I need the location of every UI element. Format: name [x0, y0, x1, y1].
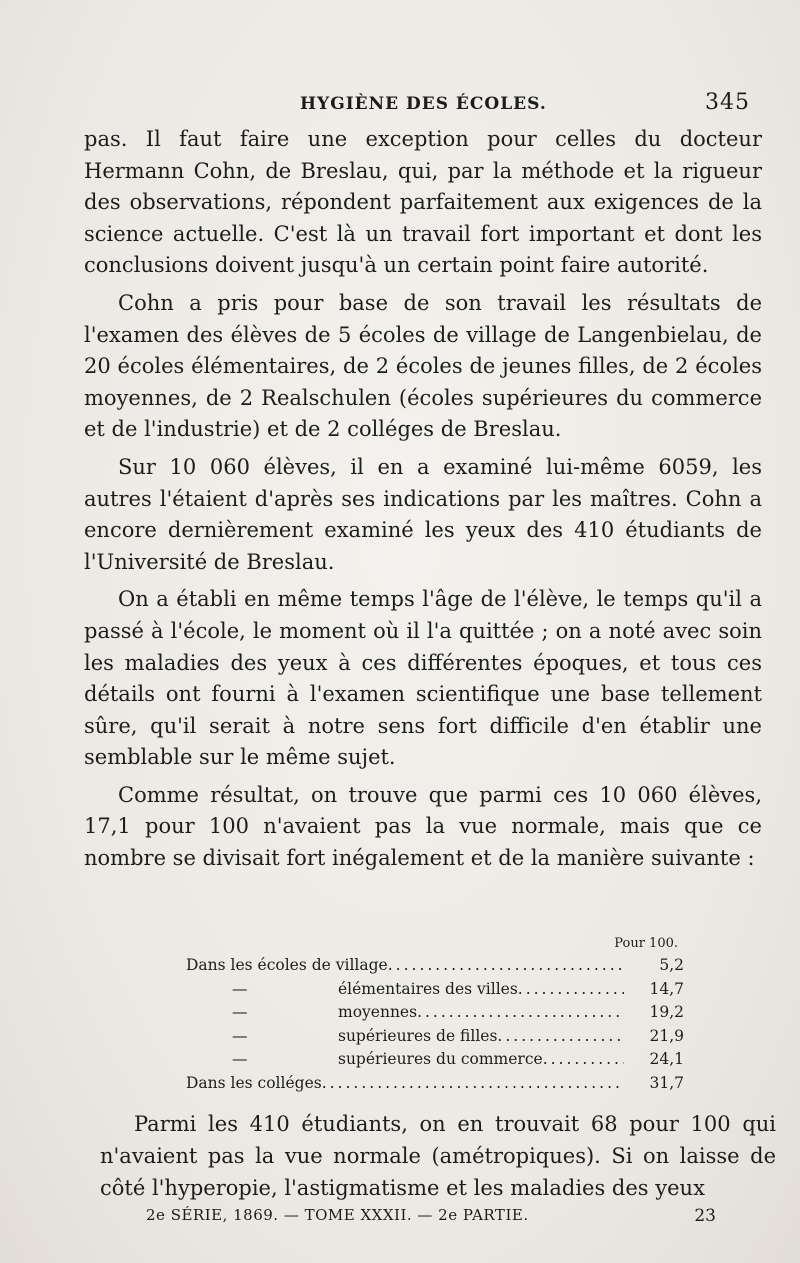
table-row [186, 1072, 684, 1096]
paragraph: Parmi les 410 étudiants, on en trouvait 68 pour 100 qui n'avaient pas la vue normale (amétropiques). Si on laisse de côté l'hyperopie, l'astigmatisme et les maladies des yeux [100, 1112, 776, 1200]
row-label: Dans les écoles de village [186, 956, 388, 974]
signature-mark: 2e SÉRIE, 1869. — TOME XXXII. — 2e PARTIE. [146, 1206, 529, 1224]
ditto-dash: — [232, 1026, 248, 1045]
paragraph: pas. Il faut faire une exception pour celles du docteur Hermann Cohn, de Breslau, qui, par la méthode et la rigueur des observations, répondent parfaitement aux exigences de la science actuelle. C'est là un travail fort important et dont les conclusions doivent jusqu'à un certain point faire autorité. [84, 127, 762, 278]
paragraph: On a établi en même temps l'âge de l'élève, le temps qu'il a passé à l'école, le moment où il l'a quittée ; on a noté avec soin les maladies des yeux à ces différentes époques, et tous ces détails ont fourni à l'examen scientifique une base tellement sûre, qu'il serait à notre sens fort difficile d'en établir une semblable sur le même sujet. [84, 587, 762, 770]
row-label: supérieures du commerce [338, 1050, 543, 1069]
ditto-dash: — [232, 1003, 248, 1022]
row-value: 31,7 [649, 1073, 684, 1092]
table-row [186, 1001, 684, 1025]
table-unit-header: Pour 100. [614, 936, 678, 951]
row-value: 14,7 [649, 979, 684, 998]
leader-dots [322, 1072, 624, 1096]
ditto-dash: — [232, 1050, 248, 1069]
row-value: 24,1 [649, 1050, 684, 1069]
leader-dots [497, 1025, 624, 1049]
statistics-table [186, 934, 684, 1096]
page-number: 345 [705, 90, 750, 115]
row-value: 5,2 [659, 956, 684, 974]
row-value: 21,9 [649, 1026, 684, 1045]
table-row [186, 954, 684, 978]
continuation-text [100, 1108, 776, 1204]
row-label: moyennes [338, 1003, 418, 1022]
table-row [186, 1025, 684, 1049]
ditto-dash: — [232, 979, 248, 998]
leader-dots [518, 978, 624, 1002]
leader-dots [388, 954, 624, 978]
running-header [80, 90, 760, 120]
table-row [186, 1048, 684, 1072]
table-row [186, 978, 684, 1002]
paragraph: Sur 10 060 élèves, il en a examiné lui-même 6059, les autres l'étaient d'après ses indications par les maîtres. Cohn a encore dernièrement examiné les yeux des 410 étudiants de l'Université de Breslau. [84, 454, 762, 574]
leader-dots [543, 1048, 624, 1072]
row-label: élémentaires des villes [338, 979, 518, 998]
main-text [84, 124, 762, 881]
running-title: HYGIÈNE DES ÉCOLES. [300, 94, 547, 114]
leader-dots [417, 1001, 624, 1025]
row-label: Dans les colléges [186, 1073, 322, 1092]
sheet-number: 23 [694, 1206, 716, 1226]
row-label: supérieures de filles [338, 1026, 498, 1045]
row-value: 19,2 [649, 1003, 684, 1022]
paragraph: Comme résultat, on trouve que parmi ces 10 060 élèves, 17,1 pour 100 n'avaient pas la vue normale, mais que ce nombre se divisait fort inégalement et de la manière suivante : [84, 782, 762, 871]
paragraph: Cohn a pris pour base de son travail les résultats de l'examen des élèves de 5 écoles de village de Langenbielau, de 20 écoles élémentaires, de 2 écoles de jeunes filles, de 2 écoles moyennes, de 2 Realschulen (écoles supérieures du commerce et de l'industrie) et de 2 colléges de Breslau. [84, 290, 762, 442]
